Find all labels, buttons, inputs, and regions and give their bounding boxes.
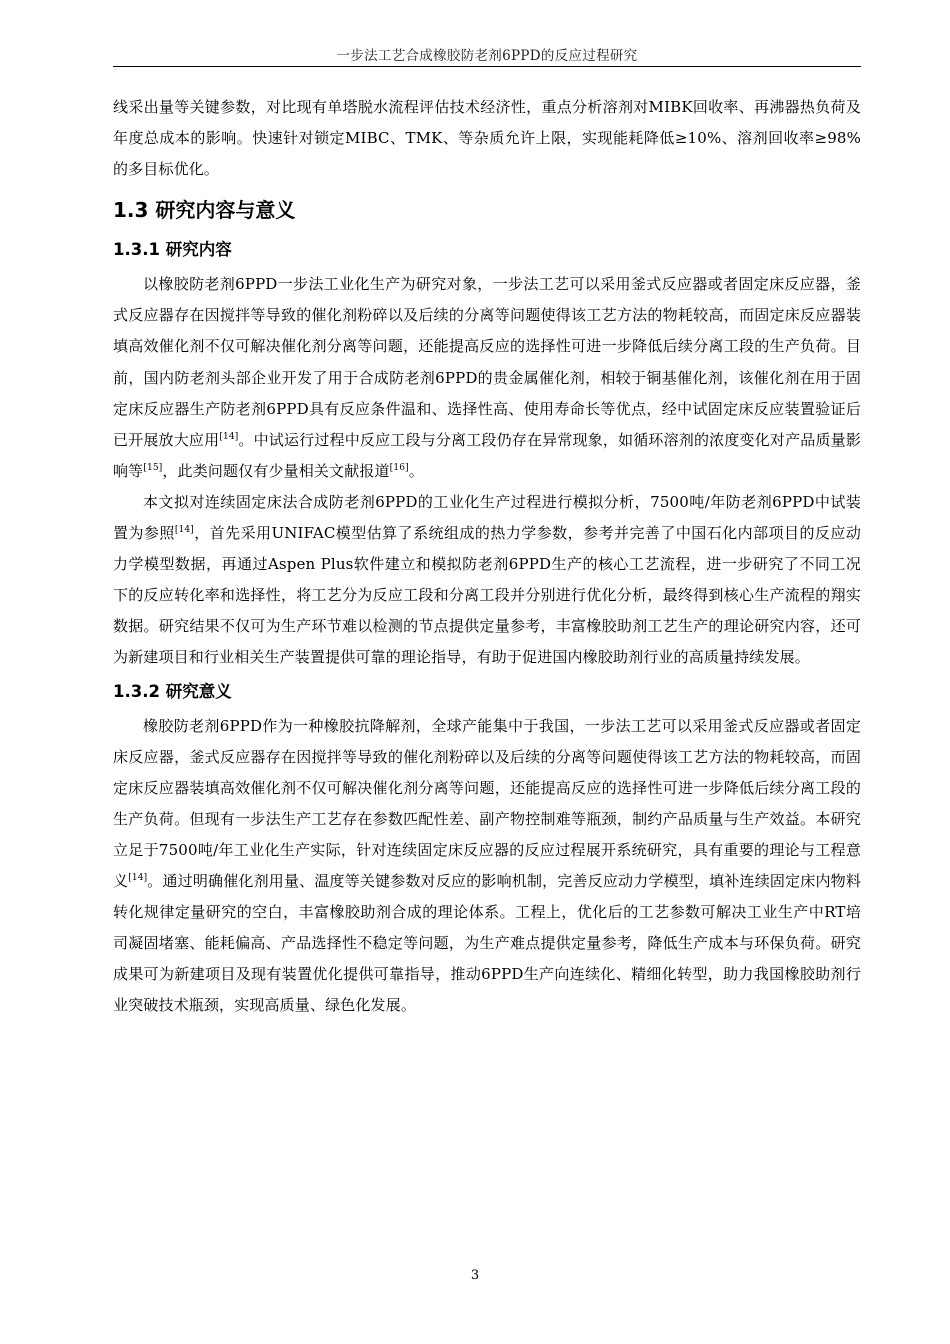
text-run: 本文拟对连续固定床法合成防老剂6PPD的工业化生产过程进行模拟分析，7500吨/年防老剂6PPD中试装置为参照 <box>113 492 861 543</box>
text-run: 。通过明确催化剂用量、温度等关键参数对反应的影响机制，完善反应动力学模型，填补连续固定床内物料转化规律定量研究的空白，丰富橡胶助剂合成的理论体系。工程上，优化后的工艺参数可解决工业生产中RT培司凝固堵塞、能耗偏高、产品选择性不稳定等问题，为生产难点提供定量参考，降低生产成本与环保负荷。研究成果可为新建项目及现有装置优化提供可靠指导，推动6PPD生产向连续化、精细化转型，助力我国橡胶助剂行业突破技术瓶颈，实现高质量、绿色化发展。 <box>113 871 861 1015</box>
text-run: ，首先采用UNIFAC模型估算了系统组成的热力学参数，参考并完善了中国石化内部项目的反应动力学模型数据，再通过Aspen Plus软件建立和模拟防老剂6PPD生产的核心工艺流程，进一步研究了不同工况下的反应转化率和选择性，将工艺分为反应工段和分离工段并分别进行优化分析，最终得到核心生产流程的翔实数据。研究结果不仅可为生产环节难以检测的节点提供定量参考，丰富橡胶助剂工艺生产的理论研究内容，还可为新建项目和行业相关生产装置提供可靠的理论指导，有助于促进国内橡胶助剂行业的高质量持续发展。 <box>113 524 861 667</box>
citation-ref: [14] <box>174 525 194 536</box>
text-run: 。 <box>408 461 424 480</box>
citation-ref: [14] <box>219 431 239 442</box>
subsection-heading-1-3-2: 1.3.2 研究意义 <box>113 681 232 701</box>
text-run: 。中试运行过程中反应工段与分离工段仍存在异常现象，如循环溶剂的浓度变化对产品质量影响等 <box>113 430 861 480</box>
citation-ref: [15] <box>143 462 163 473</box>
paragraph-research-content-2 <box>113 487 861 674</box>
text-run: 以橡胶防老剂6PPD一步法工业化生产为研究对象，一步法工艺可以采用釜式反应器或者固定床反应器，釜式反应器存在因搅拌等导致的催化剂粉碎以及后续的分离等问题使得该工艺方法的物耗较高，而固定床反应器装填高效催化剂不仅可解决催化剂分离等问题，还能提高反应的选择性可进一步降低后续分离工段的生产负荷。目前，国内防老剂头部企业开发了用于合成防老剂6PPD的贵金属催化剂，相较于铜基催化剂，该催化剂在用于固定床反应器生产防老剂6PPD具有反应条件温和、选择性高、使用寿命长等优点，经中试固定床反应装置验证后已开展放大应用 <box>113 275 861 449</box>
text-run: 橡胶防老剂6PPD作为一种橡胶抗降解剂，全球产能集中于我国，一步法工艺可以采用釜式反应器或者固定床反应器，釜式反应器存在因搅拌等导致的催化剂粉碎以及后续的分离等问题使得该工艺方法的物耗较高，而固定床反应器装填高效催化剂不仅可解决催化剂分离等问题，还能提高反应的选择性可进一步降低后续分离工段的生产负荷。但现有一步法生产工艺存在参数匹配性差、副产物控制难等瓶颈，制约产品质量与生产效益。本研究立足于7500吨/年工业化生产实际，针对连续固定床反应器的反应过程展开系统研究，具有重要的理论与工程意义 <box>113 716 861 890</box>
subsection-heading-1-3-1: 1.3.1 研究内容 <box>113 240 232 260</box>
paragraph-research-content-1 <box>113 269 861 487</box>
section-heading-1-3: 1.3 研究内容与意义 <box>113 198 296 223</box>
text-run: ，此类问题仅有少量相关文献报道 <box>162 461 390 480</box>
page-number: 3 <box>470 1268 480 1283</box>
header-rule <box>113 66 861 67</box>
page-body <box>113 92 861 1021</box>
running-header: 一步法工艺合成橡胶防老剂6PPD的反应过程研究 <box>336 48 638 64</box>
paragraph-research-significance <box>113 711 861 1022</box>
paragraph-continuation: 线采出量等关键参数，对比现有单塔脱水流程评估技术经济性，重点分析溶剂对MIBK回收率、再沸器热负荷及年度总成本的影响。快速针对锁定MIBC、TMK、等杂质允许上限，实现能耗降低≥10%、溶剂回收率≥98%的多目标优化。 <box>113 98 861 179</box>
citation-ref: [16] <box>389 462 409 473</box>
citation-ref: [14] <box>128 872 148 883</box>
